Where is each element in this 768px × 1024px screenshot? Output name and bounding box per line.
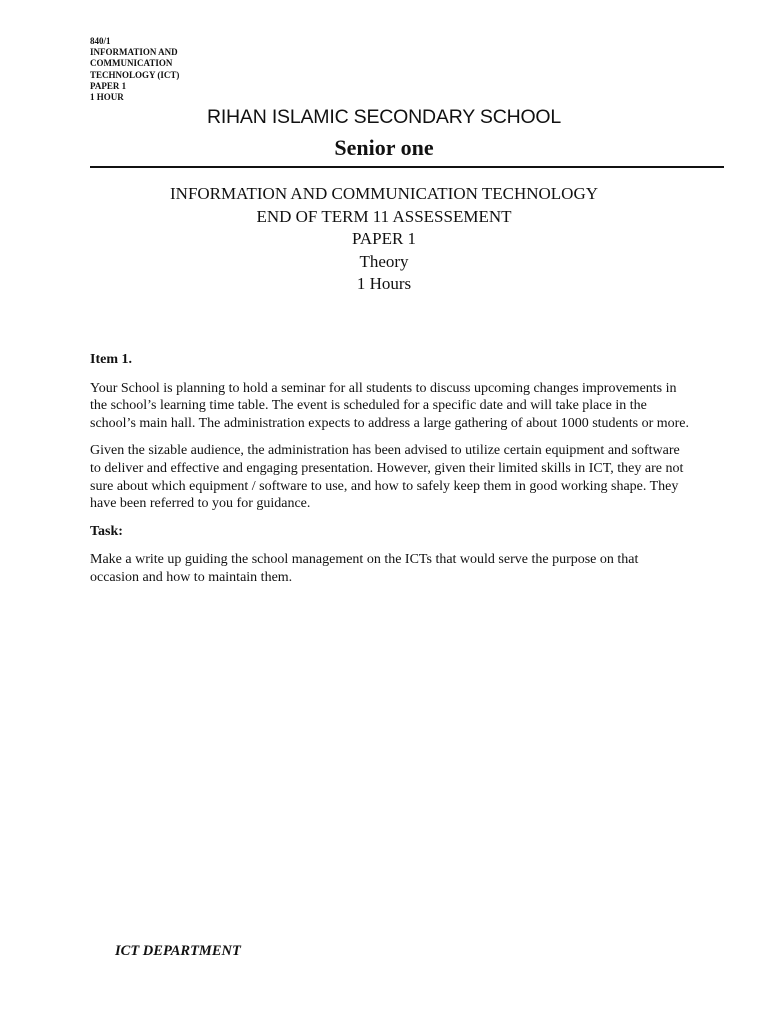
exam-subject-title: INFORMATION AND COMMUNICATION TECHNOLOGY bbox=[170, 184, 598, 203]
item-paragraph-2: Given the sizable audience, the administration has been advised to utilize certain equipment and software to deliver and effective and engaging presentation. However, given their limited skills in ICT, they are not sure about which equipment / software to use, and how to safely keep them in good working shape. They have been referred to you for guidance. bbox=[90, 443, 684, 512]
exam-duration-title: 1 Hours bbox=[356, 274, 412, 294]
paper-subject-line-2: COMMUNICATION bbox=[90, 58, 173, 69]
paper-code: 840/1 bbox=[90, 36, 111, 46]
paper-code-block bbox=[90, 36, 179, 103]
footer-department: ICT DEPARTMENT bbox=[115, 943, 241, 959]
paper-subject-line-1: INFORMATION AND bbox=[90, 47, 178, 58]
task-text: Make a write up guiding the school management on the ICTs that would serve the purpose on that occasion and how to maintain them. bbox=[90, 552, 639, 585]
exam-paper-title: PAPER 1 bbox=[351, 229, 417, 249]
class-name: Senior one bbox=[334, 135, 434, 160]
exam-term-title: END OF TERM 11 ASSESSEMENT bbox=[256, 206, 512, 226]
exam-type-title: Theory bbox=[359, 251, 409, 271]
item-paragraph-1: Your School is planning to hold a seminar for all students to discuss upcoming changes improvements in the school’s learning time table. The event is scheduled for a specific date and will take place in the school’s main hall. The administration expects to address a large gathering of about 1000 students or more. bbox=[90, 380, 690, 431]
item-content bbox=[90, 351, 690, 597]
task-heading: Task: bbox=[90, 523, 123, 539]
exam-title-block bbox=[0, 183, 768, 296]
paper-duration: 1 HOUR bbox=[90, 92, 124, 103]
header-divider bbox=[90, 166, 724, 168]
paper-number: PAPER 1 bbox=[90, 80, 127, 91]
item-heading: Item 1. bbox=[90, 352, 132, 367]
school-name: RIHAN ISLAMIC SECONDARY SCHOOL bbox=[206, 106, 562, 128]
paper-subject-line-3: TECHNOLOGY (ICT) bbox=[90, 69, 180, 80]
